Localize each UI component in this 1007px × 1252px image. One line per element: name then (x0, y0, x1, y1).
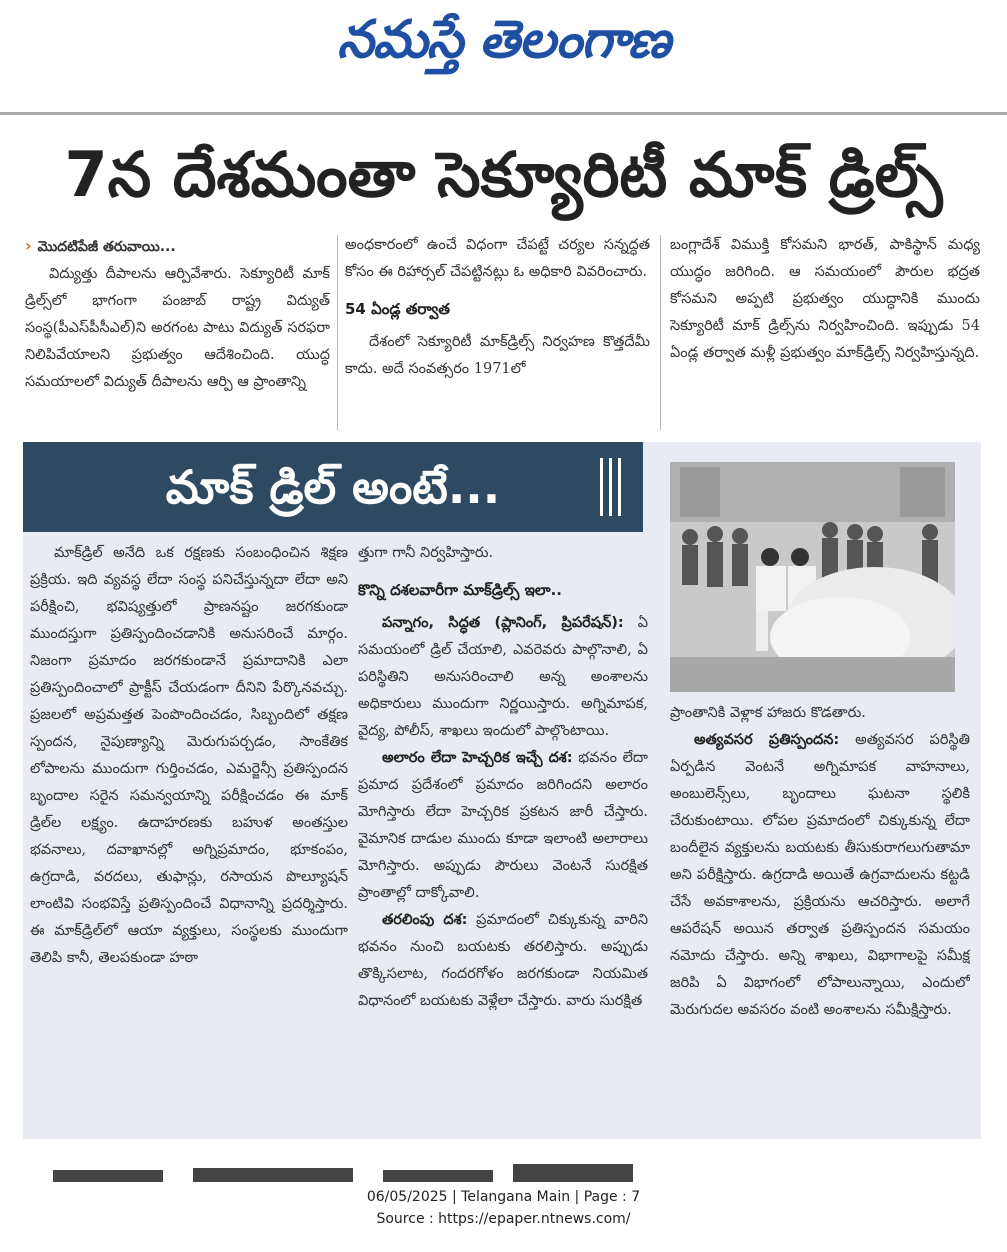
box-col2-item-2 (358, 745, 648, 907)
step-lead: పన్నాగం, సిద్ధత (ప్లానింగ్, ప్రిపరేషన్): (382, 615, 624, 631)
footer-date-page: 06/05/2025 | Telangana Main | Page : 7 (366, 1189, 641, 1205)
chevron-right-icon: › (25, 236, 32, 255)
step-text: ప్రమాదంలో చిక్కుకున్న వారిని భవనం నుంచి బయటకు తరలిస్తారు. అప్పుడు తొక్కిసలాట, గందరగోళం జరగకుండా నియమిత విధానంలో బయటకు వెళ్లేలా చేస్తారు. వారు సురక్షిత (358, 912, 648, 1009)
box-column-1 (30, 540, 348, 1130)
step-text: అత్యవసర పరిస్థితి ఏర్పడిన వెంటనే అగ్నిమాపక వాహనాలు, అంబులెన్స్‌లు, బృందాలు ఘటనా స్థలికి చేరుకుంటాయి. లోపల ప్రమాదంలో చిక్కుకున్న లేదా బందీలైన వ్యక్తులను బయటకు తీసుకురాగలుగుతామా అని పరీక్షిస్తారు. ఉగ్రదాడి అయితే ఉగ్రవాదులను కట్టడి చేసే అవకాశాలను, ప్రక్రియను ఆచరిస్తారు. అలాగే ఆపరేషన్ అయిన తర్వాత ప్రతిస్పందన సమయం నమోదు చేస్తారు. అన్ని శాఖలు, విభాగాలపై సమీక్ష జరిపి ఏ విభాగంలో లోపాలున్నాయి, ఎందులో మెరుగుదల అవసరం వంటి అంశాలను సమీక్షిస్తారు. (670, 732, 970, 1018)
top-col1-text: విద్యుత్తు దీపాలను ఆర్పివేశారు. సెక్యూరిటీ మాక్ డ్రిల్స్‌లో భాగంగా పంజాబ్ రాష్ట్ర విద్యుత్ సంస్థ(పీఎస్‌పీసీఎల్)ని అరగంట పాటు విద్యుత్ సరఫరా నిలిపివేయాలని ప్రభుత్వం ఆదేశించింది. యుద్ధ సమయాలలో విద్యుత్ దీపాలను ఆర్పి ఆ ప్రాంతాన్ని (25, 266, 330, 390)
box-col2-item-3 (358, 907, 648, 1015)
box-column-3 (670, 700, 970, 1130)
box-col3-item (670, 727, 970, 1024)
top-column-1 (25, 232, 330, 432)
header-rule (0, 112, 1007, 115)
box-col2-start: త్తుగా గానీ నిర్వహిస్తారు. (358, 545, 494, 561)
box-col3-start: ప్రాంతానికి వెళ్లాక హాజరు కొడతారు. (670, 705, 866, 721)
masthead (0, 0, 1007, 80)
next-headline-cut (23, 1160, 983, 1182)
column-divider (337, 235, 338, 430)
step-lead: అత్యవసర ప్రతిస్పందన: (694, 732, 840, 748)
footer-source: Source : https://epaper.ntnews.com/ (376, 1211, 631, 1227)
newspaper-name: నమస్తే తెలంగాణ (337, 10, 670, 70)
top-col2-heading: 54 ఏండ్ల తర్వాత (345, 300, 450, 318)
top-col2-text-a: అంధకారంలో ఉంచే విధంగా చేపట్టే చర్యల సన్నద్ధత కోసం ఈ రిహార్సల్ చేపట్టినట్లు ఓ అధికారి వివరించారు. (345, 237, 650, 280)
top-column-3 (670, 232, 980, 432)
banner-bars-decoration (600, 458, 624, 516)
headline: 7న దేశమంతా సెక్యూరిటీ మాక్ డ్రిల్స్ (64, 138, 943, 211)
box-column-2 (358, 540, 648, 1130)
step-lead: అలారం లేదా హెచ్చరిక ఇచ్చే దశ: (382, 750, 573, 766)
top-col3-text: బంగ్లాదేశ్ విముక్తి కోసమని భారత్, పాకిస్థాన్ మధ్య యుద్ధం జరిగింది. ఆ సమయంలో పౌరుల భద్రత కోసమని అప్పటి ప్రభుత్వం యుద్ధానికి ముందు సెక్యూరిటీ మాక్ డ్రిల్స్‌ను నిర్వహించింది. ఇప్పుడు 54 ఏండ్ల తర్వాత మళ్లీ ప్రభుత్వం మాక్‌డ్రిల్స్ నిర్వహిస్తున్నది. (670, 237, 980, 361)
top-column-2 (345, 232, 650, 432)
box-col1-text: మాక్‌డ్రిల్ అనేది ఒక రక్షణకు సంబంధించిన శిక్షణ ప్రక్రియ. ఇది వ్యవస్థ లేదా సంస్థ పనిచేస్తున్నదా లేదా అని పరీక్షించి, భవిష్యత్తులో ప్రాణనష్టం జరగకుండా ముందస్తుగా ప్రతిస్పందించడానికి అనుసరించే మార్గం. నిజంగా ప్రమాదం జరగకుండానే ప్రమాదానికి ఎలా ప్రతిస్పందించాలో ప్రాక్టీస్ చేయడంగా దీనిని పేర్కొనవచ్చు. ప్రజలలో అప్రమత్తత పెంపొందించడం, సిబ్బందిలో తక్షణ స్పందన, నైపుణ్యాన్ని మెరుగుపర్చడం, సాంకేతిక లోపాలను ముందుగా గుర్తించడం, ఎమర్జెన్సీ ప్రతిస్పందన బృందాల సరైన సమన్వయాన్ని పరీక్షించడం ఈ మాక్ డ్రిల్‌ల లక్ష్యం. ఉదాహరణకు బహుళ అంతస్తుల భవనాలు, దవాఖానల్లో అగ్నిప్రమాదం, భూకంపం, ఉగ్రదాడి, వరదలు, తుఫాన్లు, రసాయన పొల్యూషన్ లాంటివి సంభవిస్తే ప్రతిస్పందించే విధానాన్ని ప్రదర్శిస్తారు. ఈ మాక్‌డ్రిల్‌లో ఆయా వ్యక్తులు, సంస్థలకు ముందుగా తెలిపి కానీ, తెలపకుండా హఠా (30, 545, 348, 966)
column-divider (660, 235, 661, 430)
step-text: భవనం లేదా ప్రమాద ప్రదేశంలో ప్రమాదం జరిగిందని అలారం మోగిస్తారు లేదా హెచ్చరిక ప్రకటన జారీ చేస్తారు. వైమానిక దాడుల ముందు కూడా ఇలాంటి అలారాలు మోగిస్తారు. అప్పుడు పౌరులు వెంటనే సురక్షిత ప్రాంతాల్లో దాక్కోవాలి. (358, 750, 648, 901)
box-banner-title: మాక్ డ్రిల్ అంటే... (165, 460, 501, 514)
step-lead: తరలింపు దశ: (382, 912, 468, 928)
step-text: ఏ సమయంలో డ్రిల్ చేయాలి, ఎవరెవరు పాల్గొనాలి, ఏ పరిస్థితిని అనుసరించాలి అన్న అంశాలను అధికారులు ముందుగా నిర్ణయిస్తారు. అగ్నిమాపక, వైద్య, పోలీస్, శాఖలు ఇందులో పాల్గొంటాయి. (358, 615, 648, 739)
continued-label: మొదటిపేజీ తరువాయి... (37, 239, 176, 255)
top-col2-text-b: దేశంలో సెక్యూరిటీ మాక్‌డ్రిల్స్ నిర్వహణ కొత్తదేమీ కాదు. అదే సంవత్సరం 1971లో (345, 334, 650, 377)
box-col2-item-1 (358, 610, 648, 745)
mock-drill-photo (670, 462, 955, 692)
footer (0, 1186, 1007, 1230)
box-col2-heading: కొన్ని దశలవారీగా మాక్‌డ్రిల్స్ ఇలా.. (358, 581, 563, 599)
